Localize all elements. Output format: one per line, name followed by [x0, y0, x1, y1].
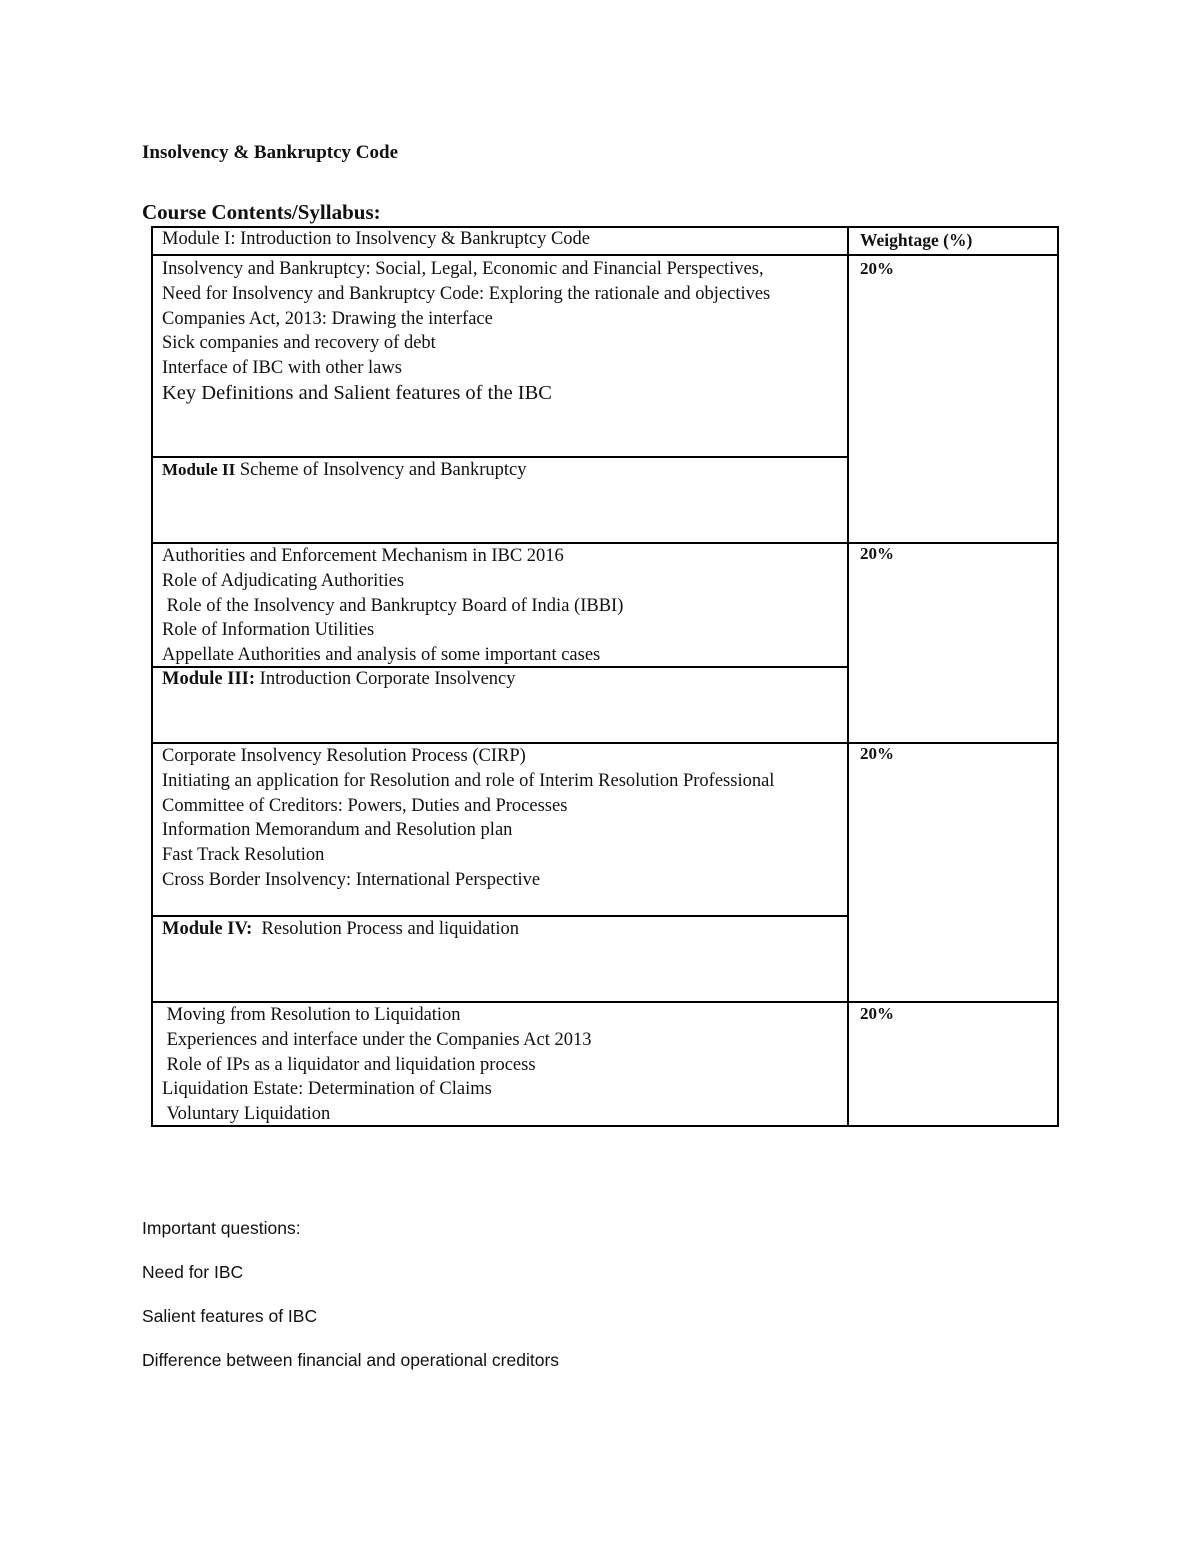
topic-item: Fast Track Resolution [162, 845, 325, 866]
section-title: Course Contents/Syllabus: [142, 200, 381, 224]
topic-item: Role of Adjudicating Authorities [162, 570, 405, 591]
weightage-value: 20% [860, 1004, 894, 1023]
topic-item: Need for Insolvency and Bankruptcy Code: Exploring the rationale and objectives [162, 283, 771, 304]
topic-item: Sick companies and recovery of debt [162, 333, 436, 354]
question-item: Salient features of IBC [142, 1306, 318, 1326]
topic-list [162, 1003, 838, 1127]
questions-heading: Important questions: [142, 1218, 301, 1238]
topic-list [162, 544, 838, 668]
topic-item: Initiating an application for Resolution and role of Interim Resolution Professional [162, 770, 775, 791]
topic-item: Cross Border Insolvency: International Perspective [162, 869, 541, 890]
topic-item: Role of Information Utilities [162, 620, 375, 641]
table-border-right [1057, 226, 1059, 1127]
module-label: Module II [162, 460, 236, 479]
module-heading [162, 669, 516, 690]
important-questions [142, 1218, 559, 1394]
table-border-left [151, 226, 153, 1127]
table-border-top [151, 226, 1059, 228]
module-name: Resolution Process and liquidation [252, 919, 519, 939]
topic-item: Information Memorandum and Resolution plan [162, 820, 513, 841]
module-name: Scheme of Insolvency and Bankruptcy [235, 460, 527, 480]
module-heading [162, 919, 519, 940]
topic-item: Committee of Creditors: Powers, Duties and Processes [162, 795, 568, 816]
topic-item: Key Definitions and Salient features of the IBC [162, 381, 552, 404]
topic-item: Liquidation Estate: Determination of Claims [162, 1079, 492, 1100]
module-divider [151, 915, 848, 917]
header-weightage: Weightage (%) [860, 230, 973, 250]
header-module-title: Module I: Introduction to Insolvency & Bankruptcy Code [162, 229, 590, 249]
topic-item: Experiences and interface under the Companies Act 2013 [162, 1029, 592, 1050]
topic-item: Companies Act, 2013: Drawing the interface [162, 308, 493, 329]
topic-item: Insolvency and Bankruptcy: Social, Legal, Economic and Financial Perspectives, [162, 259, 764, 279]
module-heading [162, 460, 527, 481]
topic-item: Moving from Resolution to Liquidation [162, 1005, 461, 1025]
module-label: Module III: [162, 669, 256, 689]
question-item: Difference between financial and operational creditors [142, 1350, 560, 1370]
topic-item: Role of IPs as a liquidator and liquidation process [162, 1054, 536, 1075]
weightage-value: 20% [860, 744, 894, 763]
syllabus-table [151, 226, 1059, 1127]
topic-item: Interface of IBC with other laws [162, 358, 402, 379]
topic-item: Corporate Insolvency Resolution Process (CIRP) [162, 746, 526, 766]
module-name: Introduction Corporate Insolvency [255, 669, 516, 689]
header-divider [151, 254, 1059, 256]
module-label: Module IV: [162, 919, 253, 939]
topic-item: Voluntary Liquidation [162, 1104, 331, 1125]
topic-item: Role of the Insolvency and Bankruptcy Board of India (IBBI) [162, 595, 624, 616]
topic-item: Authorities and Enforcement Mechanism in IBC 2016 [162, 546, 564, 566]
weightage-value: 20% [860, 259, 894, 278]
question-item: Need for IBC [142, 1262, 244, 1282]
document-title: Insolvency & Bankruptcy Code [142, 142, 398, 163]
module-divider [151, 456, 848, 458]
column-divider [847, 226, 849, 1127]
weightage-value: 20% [860, 544, 894, 563]
topic-item: Appellate Authorities and analysis of some important cases [162, 645, 601, 666]
topic-list [162, 257, 838, 406]
topic-list [162, 744, 838, 893]
